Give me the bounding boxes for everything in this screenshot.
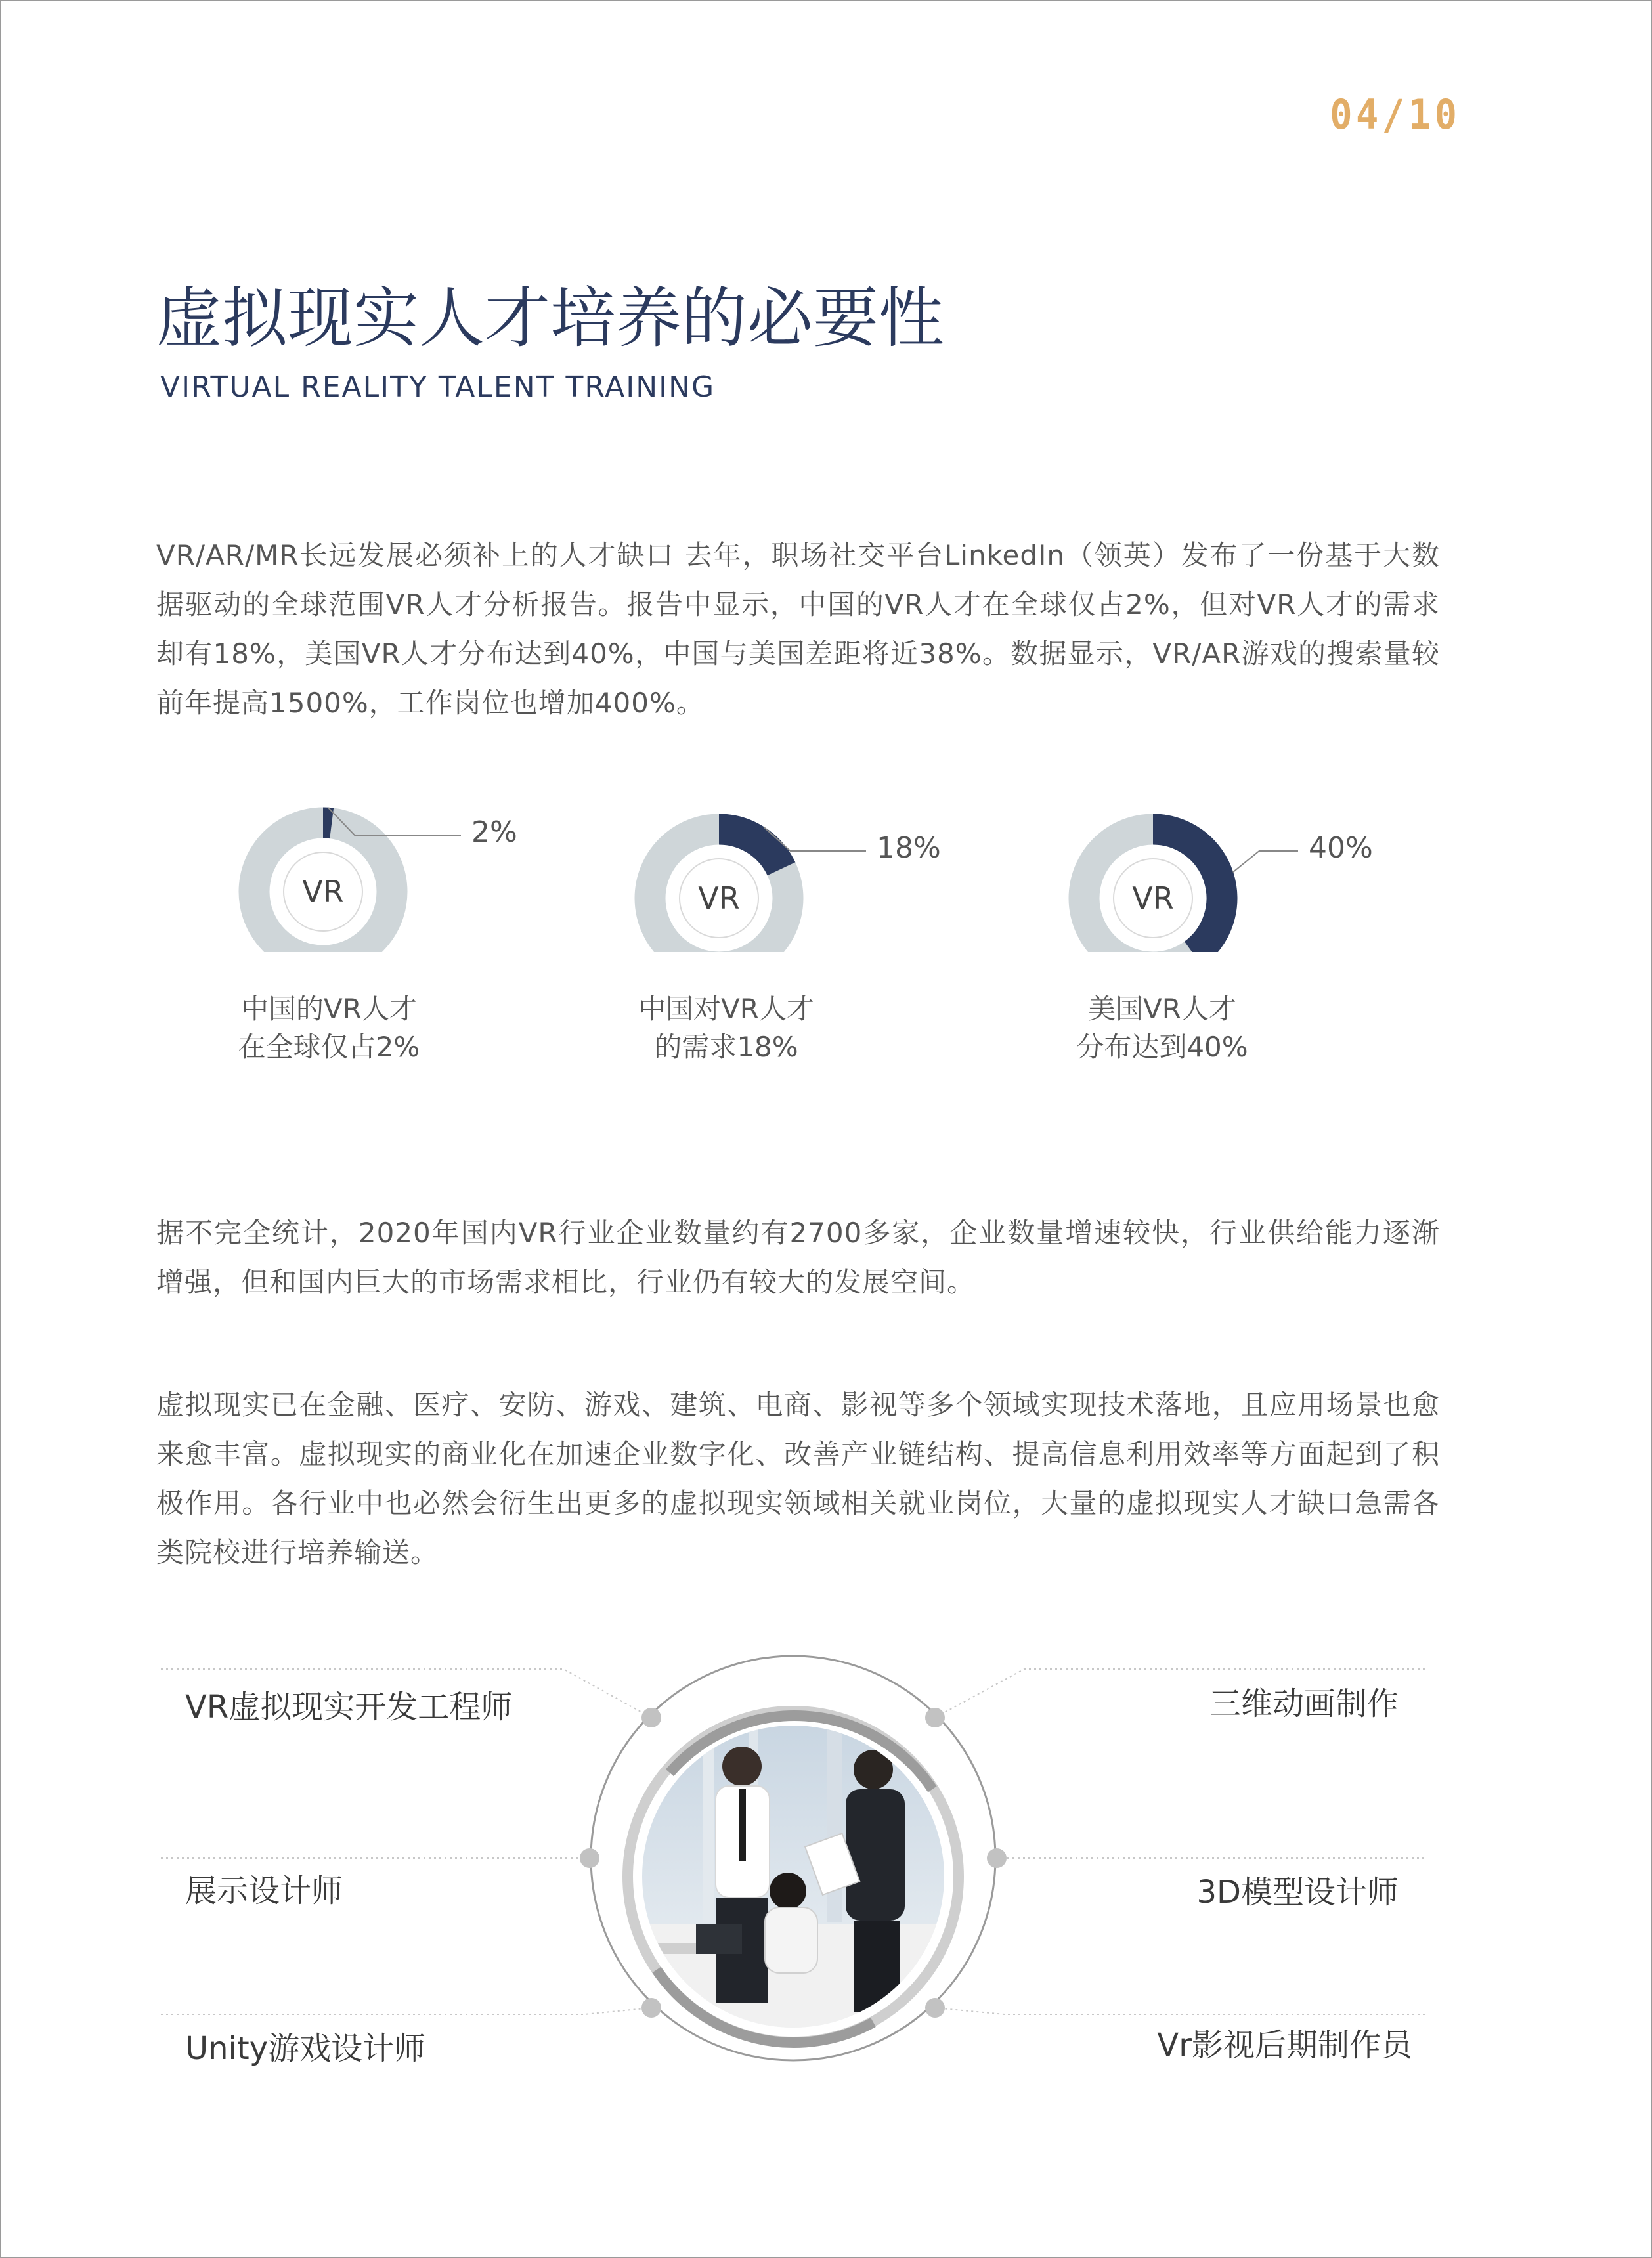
job-exhibition-designer: 展示设计师 [185, 1873, 343, 1909]
donut-chart-3 [1070, 815, 1298, 952]
donut-caption-2-line1: 中国对VR人才 [638, 993, 814, 1025]
donut-center-label: VR [698, 880, 740, 916]
donut-caption-1-line2: 在全球仅占2% [238, 1031, 420, 1063]
paragraph-applications: 虚拟现实已在金融、医疗、安防、游戏、建筑、电商、影视等多个领域实现技术落地，且应用场景也愈来愈丰富。虚拟现实的商业化在加速企业数字化、改善产业链结构、提高信息利用效率等方面起到了积极作用。各行业中也必然会衍生出更多的虚拟现实领域相关就业岗位，大量的虚拟现实人才缺口急需各类院校进行培养输送。 [156, 1389, 1440, 1569]
paragraph-industry-stats: 据不完全统计，2020年国内VR行业企业数量约有2700多家，企业数量增速较快，行业供给能力逐渐增强，但和国内巨大的市场需求相比，行业仍有较大的发展空间。 [156, 1217, 1440, 1298]
job-3d-model-designer: 3D模型设计师 [1196, 1874, 1399, 1911]
donut-caption-3-line1: 美国VR人才 [1088, 993, 1236, 1025]
job-vr-post-production: Vr影视后期制作员 [1157, 2027, 1412, 2064]
donut-chart-2 [636, 815, 866, 952]
paragraph-talent-gap: VR/AR/MR长远发展必须补上的人才缺口 去年，职场社交平台LinkedIn（领英）发布了一份基于大数据驱动的全球范围VR人才分析报告。报告中显示，中国的VR人才在全球仅占2%，但对VR人才的需求却有18%，美国VR人才分布达到40%，中国与美国差距将近38%。数据显示，VR/AR游戏的搜索量较前年提高1500%，工作岗位也增加400%。 [156, 539, 1440, 719]
donut-percent-label-3: 40% [1309, 831, 1373, 865]
job-unity-designer: Unity游戏设计师 [185, 2030, 426, 2067]
donut-percent-label-1: 2% [471, 815, 517, 849]
donut-center-label: VR [1132, 880, 1174, 916]
office-meeting-photo [642, 1726, 944, 2029]
donut-caption-1 [191, 990, 467, 1066]
donut-caption-3 [1024, 990, 1300, 1066]
donut-center-label: VR [302, 874, 344, 909]
donut-caption-2-line2: 的需求18% [654, 1031, 798, 1063]
donut-charts [0, 781, 1652, 952]
job-vr-developer: VR虚拟现实开发工程师 [185, 1689, 513, 1726]
donut-caption-2 [588, 990, 864, 1066]
page-subtitle: VIRTUAL REALITY TALENT TRAINING [160, 370, 716, 404]
donut-percent-label-2: 18% [877, 831, 941, 865]
donut-caption-3-line2: 分布达到40% [1076, 1031, 1248, 1063]
job-3d-animation: 三维动画制作 [1209, 1685, 1399, 1722]
page-number: 04/10 [1330, 91, 1461, 139]
donut-chart-1 [240, 808, 461, 952]
page-title: 虚拟现实人才培养的必要性 [156, 280, 944, 357]
donut-leader-line [1233, 851, 1298, 872]
donut-caption-1-line1: 中国的VR人才 [241, 993, 417, 1025]
